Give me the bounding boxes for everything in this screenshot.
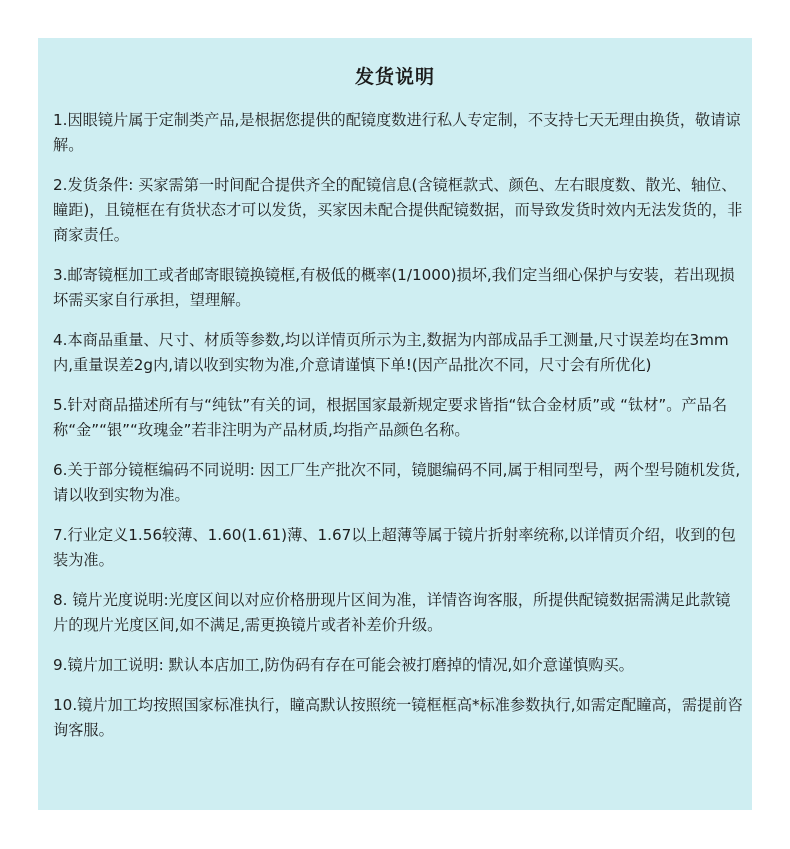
notice-item-3: 3.邮寄镜框加工或者邮寄眼镜换镜框,有极低的概率(1/1000)损坏,我们定当细心保护与安装，若出现损坏需买家自行承担，望理解。 (53, 266, 735, 309)
notice-item-8: 8. 镜片光度说明:光度区间以对应价格册现片区间为准，详情咨询客服，所提供配镜数据需满足此款镜片的现片光度区间,如不满足,需更换镜片或者补差价升级。 (53, 591, 731, 634)
notice-item-4: 4.本商品重量、尺寸、材质等参数,均以详情页所示为主,数据为内部成品手工测量,尺寸误差均在3mm内,重量误差2g内,请以收到实物为准,介意请谨慎下单!(因产品批次不同，尺寸会有所优化) (53, 331, 729, 374)
notice-item-6: 6.关于部分镜框编码不同说明: 因工厂生产批次不同，镜腿编码不同,属于相同型号，两个型号随机发货,请以收到实物为准。 (53, 461, 741, 504)
notice-item-9: 9.镜片加工说明: 默认本店加工,防伪码有存在可能会被打磨掉的情况,如介意谨慎购买。 (53, 656, 634, 674)
panel-title: 发货说明 (354, 66, 435, 88)
notice-list (53, 108, 743, 743)
notice-item-2: 2.发货条件: 买家需第一时间配合提供齐全的配镜信息(含镜框款式、颜色、左右眼度数、散光、轴位、瞳距)，且镜框在有货状态才可以发货，买家因未配合提供配镜数据，而导致发货时效内无法发货的，非商家责任。 (53, 176, 743, 244)
notice-item-5: 5.针对商品描述所有与“纯钛”有关的词，根据国家最新规定要求皆指“钛合金材质”或 “钛材”。产品名称“金”“银”“玫瑰金”若非注明为产品材质,均指产品颜色名称。 (53, 396, 728, 439)
shipping-notice-panel (38, 38, 752, 810)
notice-item-7: 7.行业定义1.56较薄、1.60(1.61)薄、1.67以上超薄等属于镜片折射率统称,以详情页介绍，收到的包装为准。 (53, 526, 736, 569)
notice-item-1: 1.因眼镜片属于定制类产品,是根据您提供的配镜度数进行私人专定制，不支持七天无理由换货，敬请谅解。 (53, 111, 741, 154)
notice-item-10: 10.镜片加工均按照国家标准执行，瞳高默认按照统一镜框框高*标准参数执行,如需定配瞳高，需提前咨询客服。 (53, 696, 743, 739)
